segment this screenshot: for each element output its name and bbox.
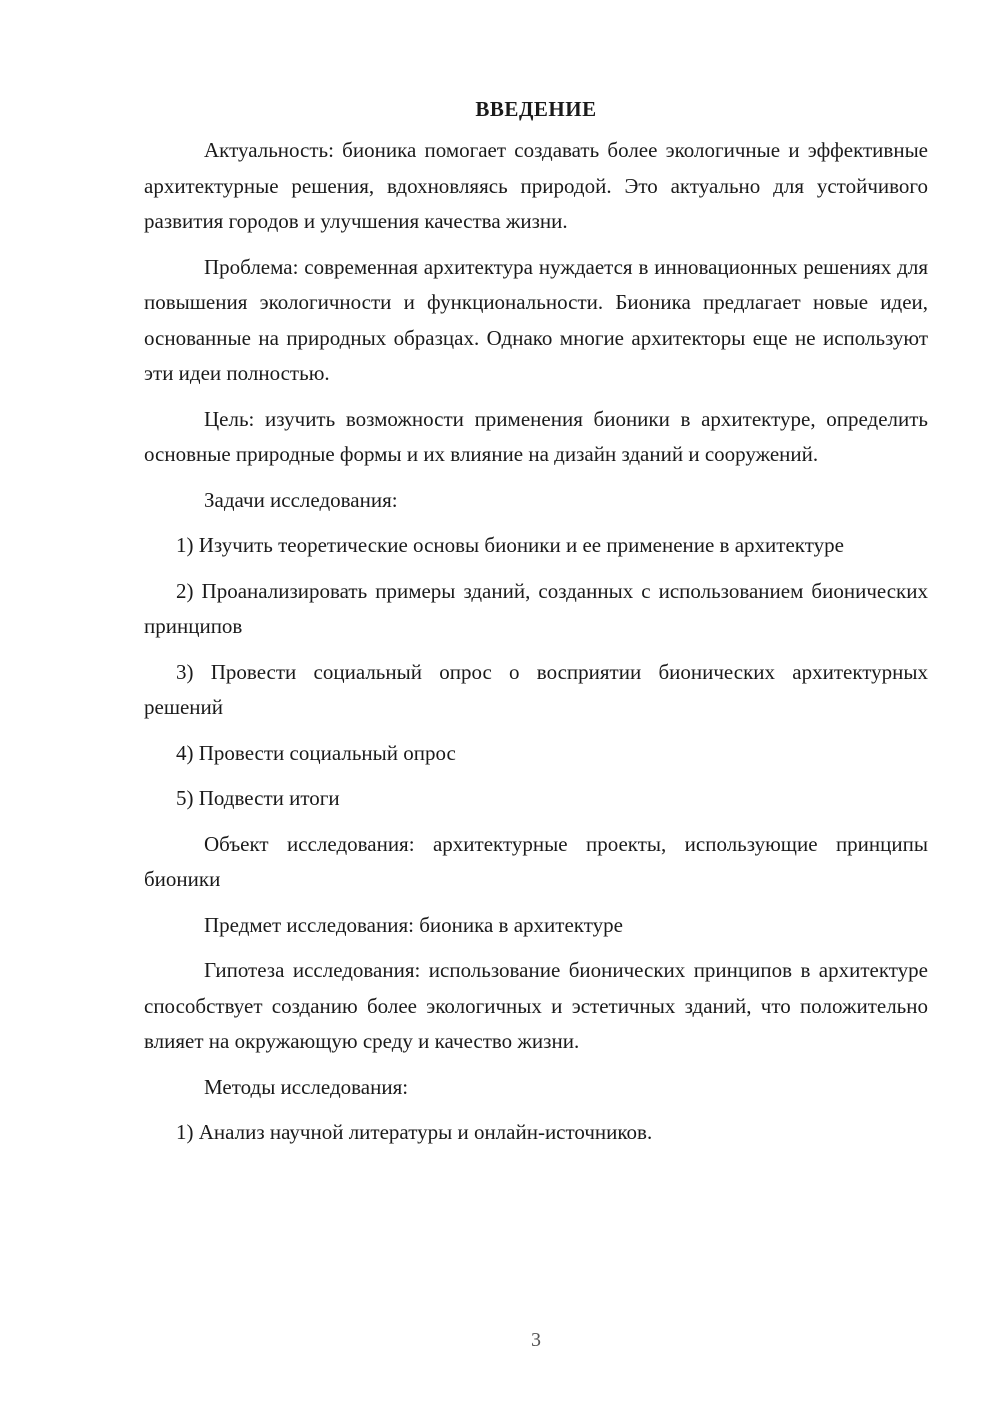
document-title: ВВЕДЕНИЕ (475, 97, 597, 121)
paragraph-hypothesis: Гипотеза исследования: использование бионических принципов в архитектуре способствует созданию более экологичных и эстетичных зданий, что положительно влияет на окружающую среду и качество жизни. (144, 958, 928, 1053)
task-item-3: 3) Провести социальный опрос о восприятии бионических архитектурных решений (144, 659, 928, 719)
task-item-2: 2) Проанализировать примеры зданий, созданных с использованием бионических принципов (144, 578, 928, 638)
paragraph-object: Объект исследования: архитектурные проекты, использующие принципы бионики (144, 831, 928, 891)
method-item-1: 1) Анализ научной литературы и онлайн-источников. (176, 1120, 653, 1144)
task-item-4: 4) Провести социальный опрос (176, 740, 456, 765)
task-item-5: 5) Подвести итоги (176, 786, 340, 810)
paragraph-relevance: Актуальность: бионика помогает создавать более экологичные и эффективные архитектурные решения, вдохновляясь природой. Это актуально для устойчивого развития городов и улучшения качества жизни. (144, 138, 928, 233)
page-number: 3 (531, 1329, 541, 1351)
paragraph-subject: Предмет исследования: бионика в архитектуре (204, 912, 623, 937)
paragraph-goal: Цель: изучить возможности применения бионики в архитектуре, определить основные природные формы и их влияние на дизайн зданий и сооружений. (144, 406, 928, 466)
task-item-1: 1) Изучить теоретические основы бионики и ее применение в архитектуре (176, 533, 844, 557)
paragraph-problem: Проблема: современная архитектура нуждается в инновационных решениях для повышения экологичности и функциональности. Бионика предлагает новые идеи, основанные на природных образцах. Однако многие архитекторы еще не используют эти идеи полностью. (144, 254, 928, 385)
document-page (144, 92, 928, 1161)
paragraph-tasks-heading: Задачи исследования: (204, 487, 398, 512)
paragraph-methods-heading: Методы исследования: (204, 1074, 409, 1099)
